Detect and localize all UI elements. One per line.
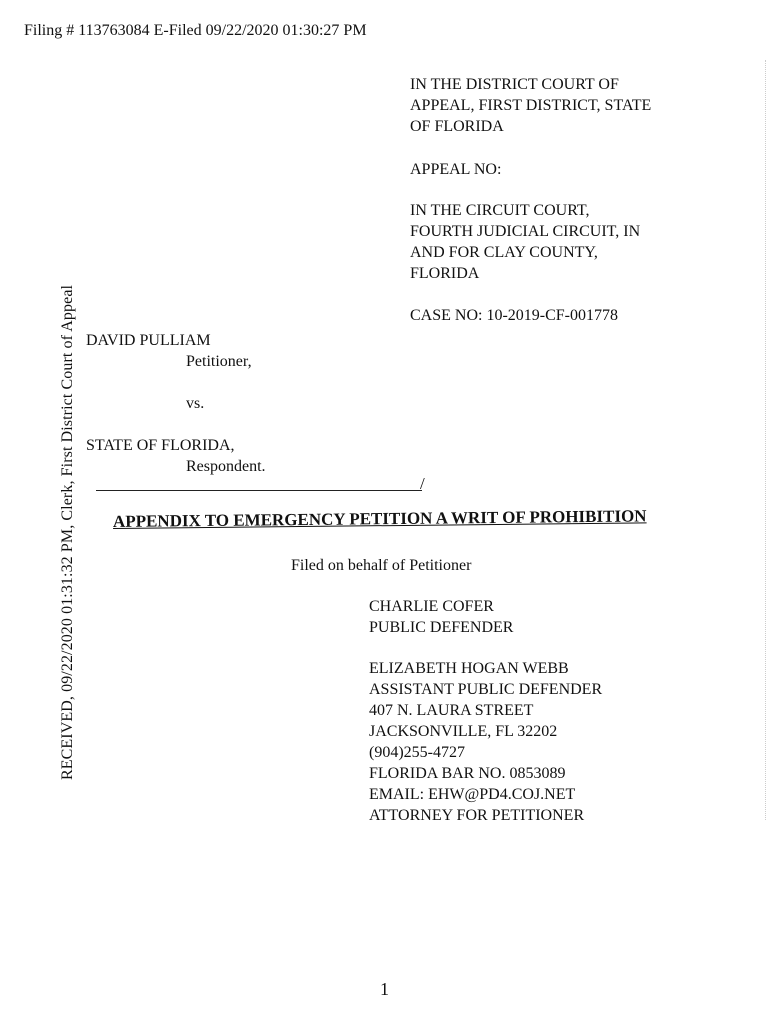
court-line: IN THE DISTRICT COURT OF	[410, 76, 619, 93]
filing-header: Filing # 113763084 E-Filed 09/22/2020 01:30:27 PM	[24, 22, 367, 39]
contact-line: ASSISTANT PUBLIC DEFENDER	[369, 681, 603, 698]
versus-label: vs.	[186, 395, 205, 412]
circuit-line: AND FOR CLAY COUNTY,	[410, 244, 598, 261]
caption-divider-line	[96, 490, 422, 491]
circuit-line: FOURTH JUDICIAL CIRCUIT, IN	[410, 223, 641, 240]
circuit-line: FLORIDA	[410, 265, 480, 282]
court-line: APPEAL, FIRST DISTRICT, STATE	[410, 97, 652, 114]
contact-line: 407 N. LAURA STREET	[369, 702, 534, 719]
petitioner-role: Petitioner,	[186, 353, 252, 370]
contact-line: JACKSONVILLE, FL 32202	[369, 723, 558, 740]
court-line: OF FLORIDA	[410, 118, 504, 135]
respondent-name: STATE OF FLORIDA,	[86, 437, 235, 454]
contact-line: EMAIL: EHW@PD4.COJ.NET	[369, 786, 576, 803]
public-defender-block	[369, 596, 513, 638]
circuit-line: IN THE CIRCUIT COURT,	[410, 202, 590, 219]
respondent-role: Respondent.	[186, 458, 266, 475]
case-number: CASE NO: 10-2019-CF-001778	[410, 307, 619, 324]
caption-slash: /	[420, 474, 425, 493]
scan-edge-marks	[762, 60, 766, 820]
defender-line: CHARLIE COFER	[369, 598, 494, 615]
contact-line: ATTORNEY FOR PETITIONER	[369, 807, 585, 824]
petitioner-name: DAVID PULLIAM	[86, 332, 211, 349]
contact-line: (904)255-4727	[369, 744, 465, 761]
circuit-court-block	[410, 200, 640, 284]
contact-line: ELIZABETH HOGAN WEBB	[369, 660, 569, 677]
filed-on-behalf: Filed on behalf of Petitioner	[291, 557, 472, 574]
received-stamp: RECEIVED, 09/22/2020 01:31:32 PM, Clerk, First District Court of Appeal	[59, 284, 76, 780]
contact-line: FLORIDA BAR NO. 0853089	[369, 765, 566, 782]
document-title: APPENDIX TO EMERGENCY PETITION A WRIT OF PROHIBITION	[112, 506, 647, 531]
court-caption-block	[410, 74, 651, 137]
defender-line: PUBLIC DEFENDER	[369, 619, 514, 636]
attorney-contact-block	[369, 658, 602, 826]
page-number: 1	[380, 979, 389, 999]
appeal-number-label: APPEAL NO:	[410, 161, 502, 178]
